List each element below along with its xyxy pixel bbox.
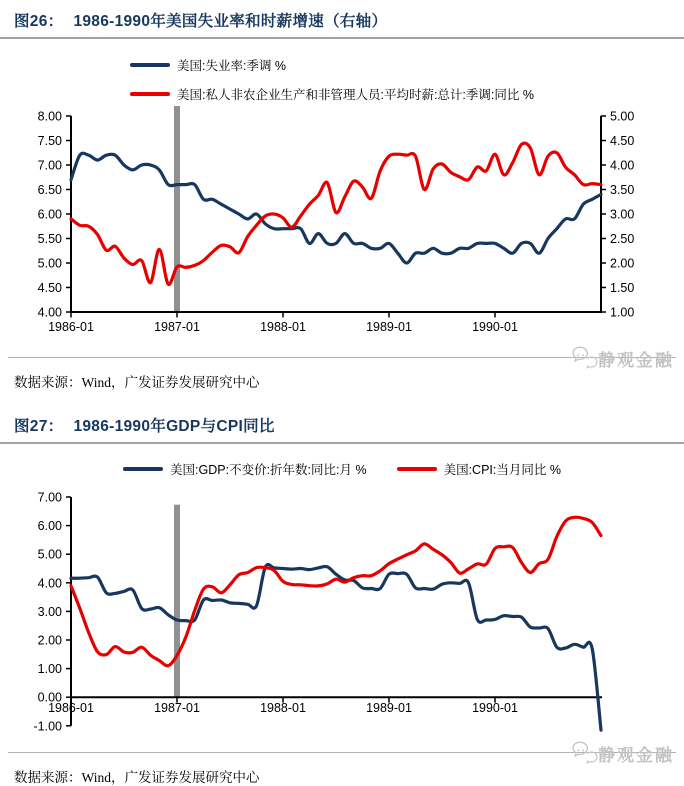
svg-text:3.00: 3.00 <box>37 604 62 619</box>
line-swatch-navy <box>130 63 170 67</box>
svg-text:4.00: 4.00 <box>37 576 62 591</box>
wechat-watermark-icon <box>570 743 594 765</box>
figure-26-title <box>0 0 684 34</box>
watermark <box>570 741 674 766</box>
svg-text:2.00: 2.00 <box>610 256 635 271</box>
legend-item-gdp <box>123 459 367 479</box>
svg-text:4.50: 4.50 <box>610 134 635 148</box>
svg-text:4.50: 4.50 <box>37 281 62 295</box>
svg-text:1986-01: 1986-01 <box>48 320 94 334</box>
figure-27 <box>0 405 684 786</box>
svg-text:1.00: 1.00 <box>610 305 635 320</box>
legend-item-cpi <box>397 459 561 479</box>
svg-text:2.00: 2.00 <box>37 633 62 648</box>
watermark-text: 静观金融 <box>598 746 674 765</box>
svg-text:6.00: 6.00 <box>37 519 62 534</box>
series-line-1 <box>71 517 601 666</box>
svg-text:7.00: 7.00 <box>37 490 62 505</box>
figure-27-title-text: 1986-1990年GDP与CPI同比 <box>73 418 275 435</box>
legend-label-hourly-wage: 美国:私人非农企业生产和非管理人员:平均时薪:总计:季调:同比 % <box>177 88 534 102</box>
svg-text:4.00: 4.00 <box>37 305 62 320</box>
svg-text:1987-01: 1987-01 <box>154 701 200 715</box>
svg-text:4.00: 4.00 <box>610 158 635 173</box>
svg-text:-1.00: -1.00 <box>33 719 62 734</box>
figure-26-title-rule <box>0 37 684 39</box>
svg-text:1990-01: 1990-01 <box>472 320 518 334</box>
legend-label-cpi: 美国:CPI:当月同比 % <box>443 463 561 477</box>
figure-27-title-rule <box>0 442 684 444</box>
svg-text:7.50: 7.50 <box>37 134 62 148</box>
figure-26-legend <box>130 55 684 104</box>
svg-text:3.00: 3.00 <box>610 207 635 222</box>
svg-text:1988-01: 1988-01 <box>260 701 306 715</box>
chart-27-canvas <box>0 487 684 739</box>
svg-text:1989-01: 1989-01 <box>366 701 412 715</box>
svg-text:0.00: 0.00 <box>37 690 62 705</box>
svg-text:1988-01: 1988-01 <box>260 320 306 334</box>
figure-27-source: 数据来源：Wind，广发证券发展研究中心 <box>14 770 260 785</box>
figure-26-title-text: 1986-1990年美国失业率和时薪增速（右轴） <box>73 13 388 30</box>
svg-text:1986-01: 1986-01 <box>48 701 94 715</box>
svg-text:3.50: 3.50 <box>610 183 635 197</box>
svg-text:8.00: 8.00 <box>37 109 62 124</box>
chart-26-canvas <box>0 106 684 344</box>
svg-text:1990-01: 1990-01 <box>472 701 518 715</box>
legend-item-unemployment <box>130 55 684 75</box>
legend-item-hourly-wage <box>130 84 684 104</box>
figure-26 <box>0 0 684 391</box>
svg-text:7.00: 7.00 <box>37 158 62 173</box>
svg-text:6.50: 6.50 <box>37 183 62 197</box>
line-swatch-red <box>130 92 170 96</box>
watermark-text: 静观金融 <box>598 351 674 370</box>
svg-text:5.00: 5.00 <box>37 547 62 562</box>
svg-text:1987-01: 1987-01 <box>154 320 200 334</box>
reference-bar-1987 <box>174 106 180 312</box>
line-swatch-navy <box>123 467 163 471</box>
figure-26-label: 图26： <box>14 13 64 30</box>
legend-label-unemployment: 美国:失业率:季调 % <box>177 59 287 73</box>
svg-text:5.50: 5.50 <box>37 232 62 246</box>
figure-26-watermark-row <box>0 346 684 368</box>
series-line-0 <box>71 564 601 730</box>
svg-text:6.00: 6.00 <box>37 207 62 222</box>
figure-27-title <box>0 405 684 439</box>
figure-27-label: 图27： <box>14 418 64 435</box>
reference-bar-1987 <box>174 505 180 698</box>
figure-27-legend <box>0 459 684 479</box>
svg-text:2.50: 2.50 <box>610 232 635 246</box>
svg-text:1.00: 1.00 <box>37 662 62 677</box>
wechat-watermark-icon <box>570 348 594 370</box>
legend-label-gdp: 美国:GDP:不变价:折年数:同比:月 % <box>170 463 367 477</box>
figure-27-watermark-row <box>0 741 684 763</box>
svg-text:1.50: 1.50 <box>610 281 635 295</box>
line-swatch-red <box>397 467 437 471</box>
figure-26-source: 数据来源：Wind，广发证券发展研究中心 <box>14 375 260 390</box>
svg-text:5.00: 5.00 <box>610 109 635 124</box>
svg-text:1989-01: 1989-01 <box>366 320 412 334</box>
svg-text:5.00: 5.00 <box>37 256 62 271</box>
watermark <box>570 346 674 371</box>
series-line-0 <box>71 153 601 263</box>
